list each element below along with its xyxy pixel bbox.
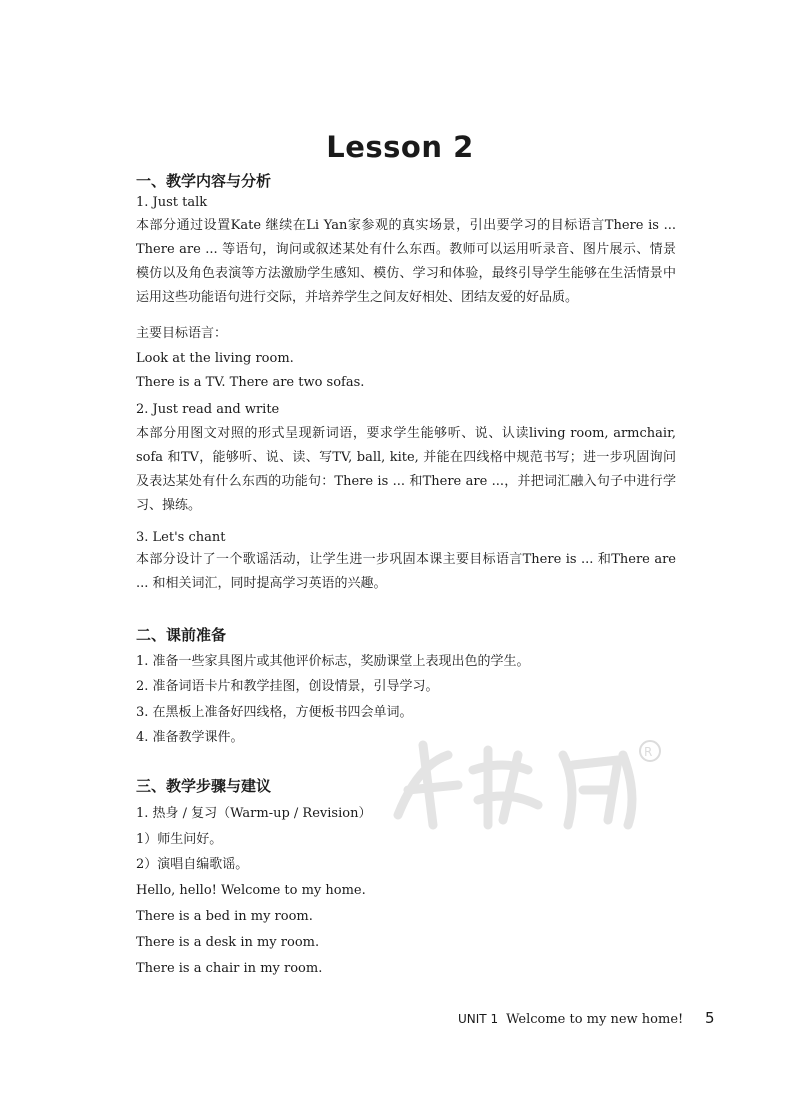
- part-label-chant: 3. Let's chant: [136, 530, 226, 545]
- list-item: 3. 在黑板上准备好四线格，方便板书四会单词。: [136, 705, 413, 720]
- target-sentence: There is a TV. There are two sofas.: [136, 375, 365, 390]
- footer-unit-title: Welcome to my new home!: [506, 1012, 684, 1027]
- section-heading-content-analysis: 一、教学内容与分析: [136, 172, 272, 190]
- target-language-label: 主要目标语言：: [136, 326, 228, 341]
- chant-line: There is a bed in my room.: [136, 909, 313, 924]
- page-number: 5: [705, 1009, 715, 1027]
- sub-step: 2）演唱自编歌谣。: [136, 857, 249, 872]
- target-sentence: Look at the living room.: [136, 351, 294, 366]
- lesson-title: Lesson 2: [326, 130, 474, 164]
- list-item: 1. 准备一些家具图片或其他评价标志，奖励课堂上表现出色的学生。: [136, 654, 530, 669]
- chant-line: There is a chair in my room.: [136, 961, 323, 976]
- chant-line: Hello, hello! Welcome to my home.: [136, 883, 366, 898]
- part-label-read-write: 2. Just read and write: [136, 402, 280, 417]
- paragraph-read-write: 本部分用图文对照的形式呈现新词语，要求学生能够听、说、认读living room, armchair, sofa 和TV，能够听、说、读、写TV, ball, kite, 并能在四线格中规范书写；进一步巩固询问及表达某处有什么东西的功能句：There is ... 和There are ...，并把词汇融入句子中进行学习、操练。: [136, 426, 676, 513]
- step-label-warm-up: 1. 热身 / 复习（Warm-up / Revision）: [136, 806, 372, 821]
- paragraph-chant: 本部分设计了一个歌谣活动，让学生进一步巩固本课主要目标语言There is ... 和There are ... 和相关词汇，同时提高学习英语的兴趣。: [136, 552, 676, 591]
- chant-line: There is a desk in my room.: [136, 935, 320, 950]
- footer-unit: UNIT 1: [458, 1012, 499, 1026]
- list-item: 2. 准备词语卡片和教学挂图，创设情景，引导学习。: [136, 679, 439, 694]
- paragraph-just-talk: 本部分通过设置Kate 继续在Li Yan家参观的真实场景，引出要学习的目标语言There is ... There are ... 等语句，询问或叙述某处有什么东西。教师可以运用听录音、图片展示、情景模仿以及角色表演等方法激励学生感知、模仿、学习和体验，最终引导学生能够在生活情景中运用这些功能语句进行交际，并培养学生之间友好相处、团结友爱的好品质。: [136, 218, 676, 305]
- section-heading-teaching-steps: 三、教学步骤与建议: [136, 777, 272, 795]
- part-label-just-talk: 1. Just talk: [136, 195, 208, 210]
- section-heading-preparation: 二、课前准备: [136, 626, 227, 644]
- page-footer: [458, 1012, 683, 1027]
- sub-step: 1）师生问好。: [136, 832, 223, 847]
- list-item: 4. 准备教学课件。: [136, 730, 244, 745]
- svg-text:R: R: [644, 745, 653, 759]
